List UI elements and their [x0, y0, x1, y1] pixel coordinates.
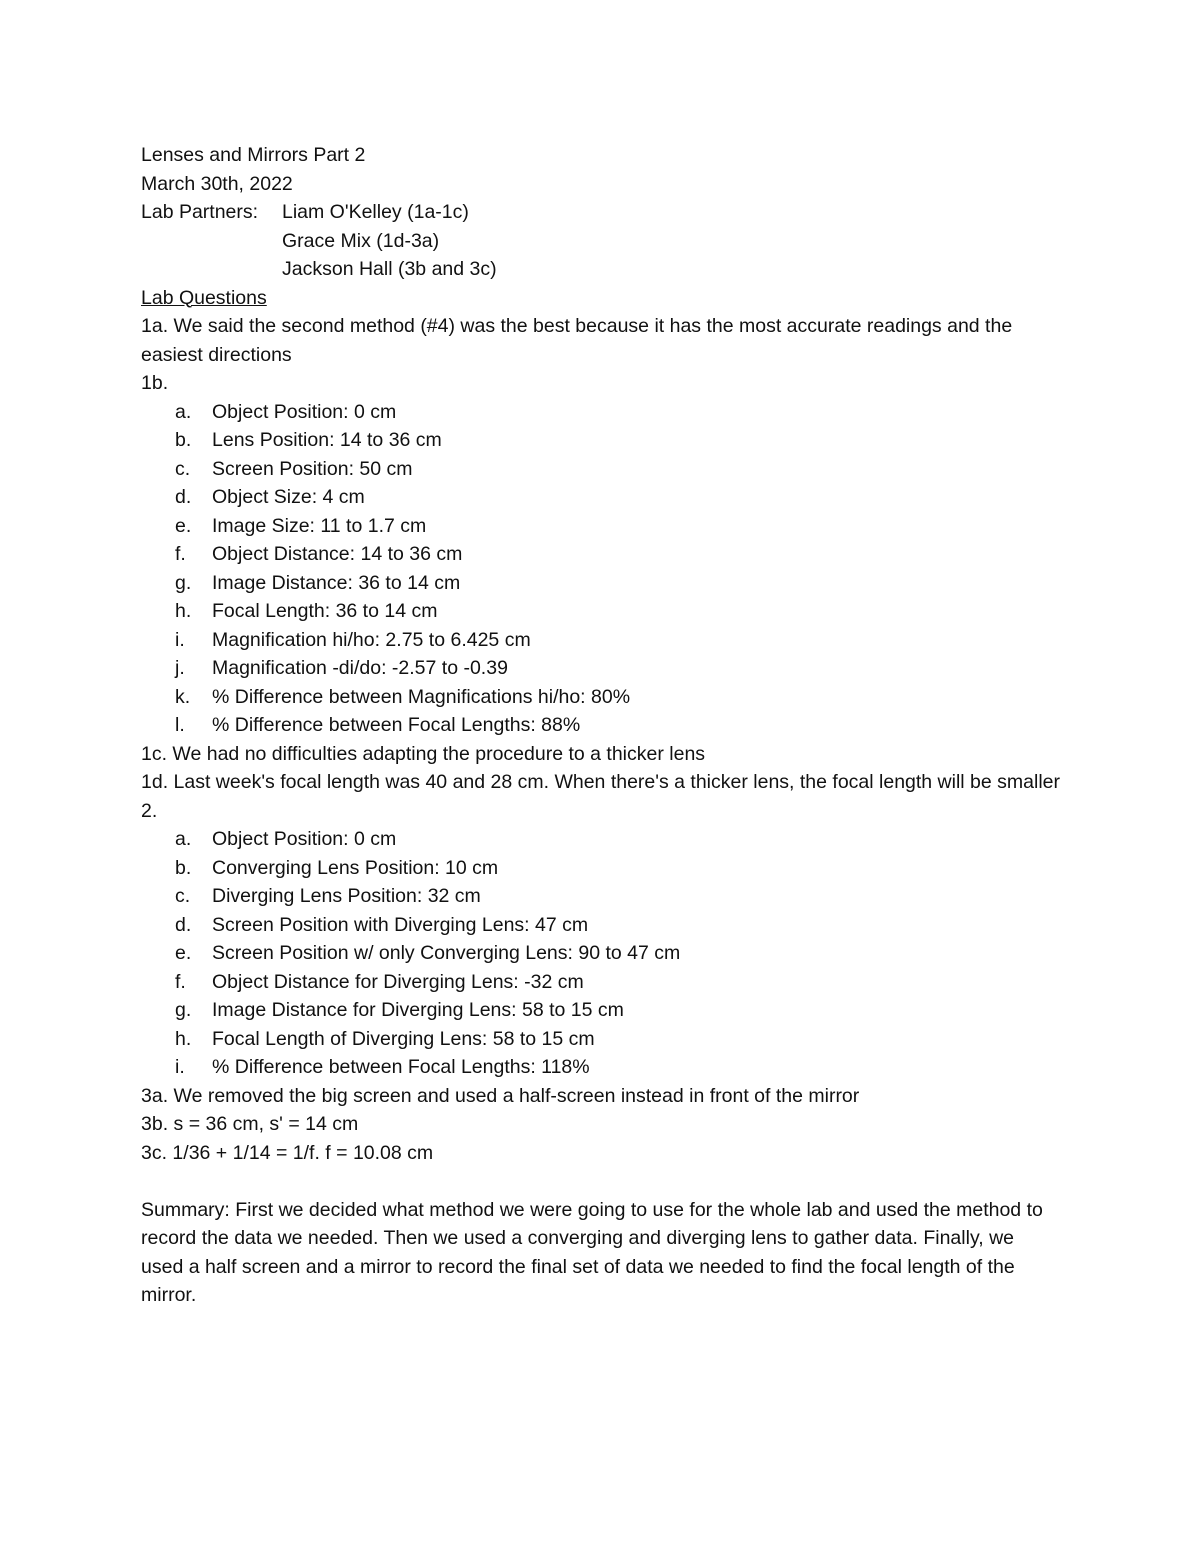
list-item: e. Image Size: 11 to 1.7 cm — [175, 514, 427, 537]
lab-partners-label: Lab Partners: — [141, 201, 259, 223]
list-item: d. Screen Position with Diverging Lens: 47 cm — [175, 913, 589, 936]
partner-name: Grace Mix (1d-3a) — [282, 229, 440, 252]
partner-name: Liam O'Kelley (1a-1c) — [282, 201, 469, 223]
list-item: i. Magnification hi/ho: 2.75 to 6.425 cm — [175, 628, 531, 651]
answer-1d: 1d. Last week's focal length was 40 and 28 cm. When there's a thicker lens, the focal length will be smaller — [141, 771, 1061, 793]
answer-2-list — [141, 825, 1061, 1082]
list-item: j. Magnification -di/do: -2.57 to -0.39 — [175, 657, 508, 679]
list-item: f. Object Distance: 14 to 36 cm — [175, 543, 463, 565]
list-item: g. Image Distance: 36 to 14 cm — [175, 571, 461, 594]
summary-paragraph: Summary: First we decided what method we were going to use for the whole lab and used the method to record the data we needed. Then we used a converging and diverging lens to gather data. Finally, we used a half screen and a mirror to record the final set of data we needed to find the focal length of the mirror. — [141, 1198, 1043, 1306]
list-item: h. Focal Length of Diverging Lens: 58 to 15 cm — [175, 1027, 595, 1050]
answer-1b-list — [141, 398, 1061, 740]
list-item: d. Object Size: 4 cm — [175, 486, 365, 508]
list-item: k. % Difference between Magnifications hi/ho: 80% — [175, 685, 631, 708]
list-item: a. Object Position: 0 cm — [175, 828, 397, 850]
answer-1b-label: 1b. — [141, 372, 169, 394]
document-title: Lenses and Mirrors Part 2 — [141, 144, 366, 166]
list-item: g. Image Distance for Diverging Lens: 58 to 15 cm — [175, 999, 624, 1021]
list-item: b. Lens Position: 14 to 36 cm — [175, 429, 442, 451]
list-item: e. Screen Position w/ only Converging Lens: 90 to 47 cm — [175, 942, 681, 964]
answer-2-label: 2. — [141, 799, 158, 822]
answer-1a: 1a. We said the second method (#4) was the best because it has the most accurate readings and the easiest directions — [141, 315, 1013, 366]
partner-name: Jackson Hall (3b and 3c) — [282, 258, 497, 280]
answer-3b: 3b. s = 36 cm, s' = 14 cm — [141, 1113, 359, 1135]
list-item: l. % Difference between Focal Lengths: 88% — [175, 714, 581, 736]
blank-line — [141, 1167, 1061, 1196]
answer-3a: 3a. We removed the big screen and used a half-screen instead in front of the mirror — [141, 1084, 860, 1107]
document-date: March 30th, 2022 — [141, 172, 293, 195]
list-item: c. Screen Position: 50 cm — [175, 457, 413, 480]
lab-questions-heading: Lab Questions — [141, 286, 267, 309]
list-item: h. Focal Length: 36 to 14 cm — [175, 600, 438, 622]
list-item: i. % Difference between Focal Lengths: 118% — [175, 1056, 590, 1078]
lab-partners — [141, 198, 1061, 284]
list-item: f. Object Distance for Diverging Lens: -32 cm — [175, 970, 584, 993]
document-page — [141, 141, 1061, 1310]
answer-3c: 3c. 1/36 + 1/14 = 1/f. f = 10.08 cm — [141, 1141, 434, 1164]
list-item: a. Object Position: 0 cm — [175, 400, 397, 423]
answer-1c: 1c. We had no difficulties adapting the procedure to a thicker lens — [141, 742, 706, 765]
lab-partners-list — [282, 198, 497, 284]
list-item: b. Converging Lens Position: 10 cm — [175, 856, 499, 879]
list-item: c. Diverging Lens Position: 32 cm — [175, 885, 481, 907]
